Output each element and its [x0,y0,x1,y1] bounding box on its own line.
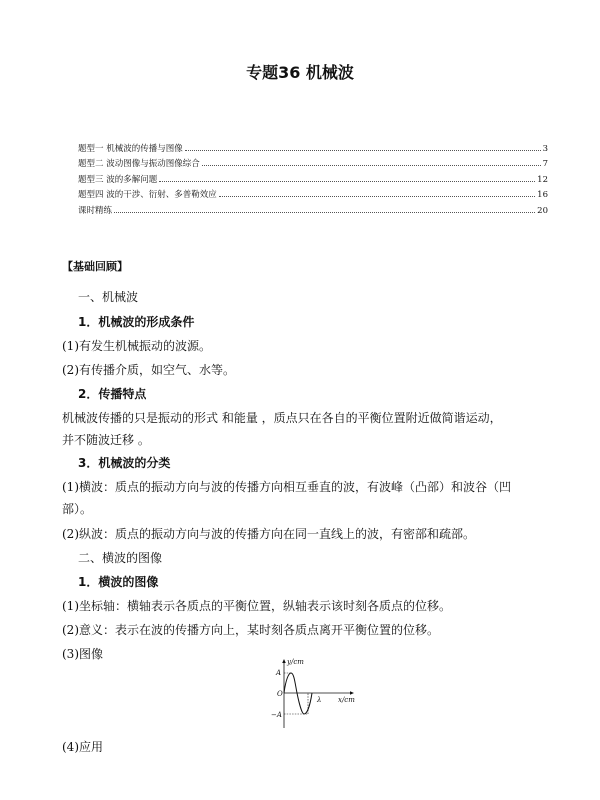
paragraph-continuation: 部）。 [62,502,93,516]
x-axis-arrow [350,691,354,695]
toc-leader [159,181,535,182]
toc-page-number: 16 [537,190,548,200]
paragraph: (2)纵波：质点的振动方向与波的传播方向在同一直线上的波，有密部和疏部。 [62,527,476,541]
negative-amplitude-label: −A [271,711,282,719]
paragraph: 机械波传播的只是振动的形式 和能量 ，质点只在各自的平衡位置附近做简谐运动， [62,411,502,425]
transverse-wave-figure [260,656,360,730]
amplitude-label: A [276,669,282,677]
section-heading: 一、机械波 [78,290,139,304]
toc-leader [114,212,535,213]
toc-entry[interactable] [78,169,548,185]
paragraph-continuation: 并不随波迁移 。 [62,433,150,447]
toc-page-number: 20 [537,205,548,216]
toc-label: 题型一 机械波的传播与图像 [78,143,183,154]
page-title: 专题36 机械波 [246,63,354,82]
toc-label: 课时精练 [78,205,113,216]
toc-label: 题型四 波的干涉、衍射、多普勒效应 [78,190,217,200]
toc-entry[interactable] [78,138,548,154]
paragraph: (1)坐标轴：横轴表示各质点的平衡位置，纵轴表示该时刻各质点的位移。 [62,599,452,613]
paragraph: (2)有传播介质，如空气、水等。 [62,363,235,377]
paragraph: (4)应用 [62,740,103,754]
review-heading: 【基础回顾】 [62,260,128,273]
origin-label: O [277,690,283,698]
subsection-heading: 2．传播特点 [78,387,147,401]
table-of-contents [78,138,548,216]
subsection-heading: 1．横波的图像 [78,575,159,589]
toc-entry[interactable] [78,185,548,201]
toc-page-number: 3 [542,143,548,154]
y-axis-arrow [282,659,286,663]
toc-label: 题型三 波的多解问题 [78,174,158,185]
toc-label: 题型二 波动图像与振动图像综合 [78,159,200,169]
toc-leader [219,196,535,197]
paragraph: (3)图像 [62,647,103,661]
toc-leader [185,150,541,151]
section-heading: 二、横波的图像 [78,551,163,565]
wavelength-label: λ [317,696,322,704]
subsection-heading: 1．机械波的形成条件 [78,315,195,329]
toc-page-number: 7 [542,159,548,169]
x-axis-label: x/cm [338,696,355,704]
toc-leader [202,165,541,166]
toc-entry[interactable] [78,200,548,216]
toc-page-number: 12 [537,174,548,185]
y-axis-label: y/cm [287,658,304,666]
paragraph: (1)有发生机械振动的波源。 [62,339,211,353]
paragraph: (2)意义：表示在波的传播方向上，某时刻各质点离开平衡位置的位移。 [62,623,440,637]
paragraph: (1)横波：质点的振动方向与波的传播方向相互垂直的波，有波峰（凸部）和波谷（凹 [62,480,512,494]
subsection-heading: 3．机械波的分类 [78,456,171,470]
toc-entry[interactable] [78,154,548,170]
